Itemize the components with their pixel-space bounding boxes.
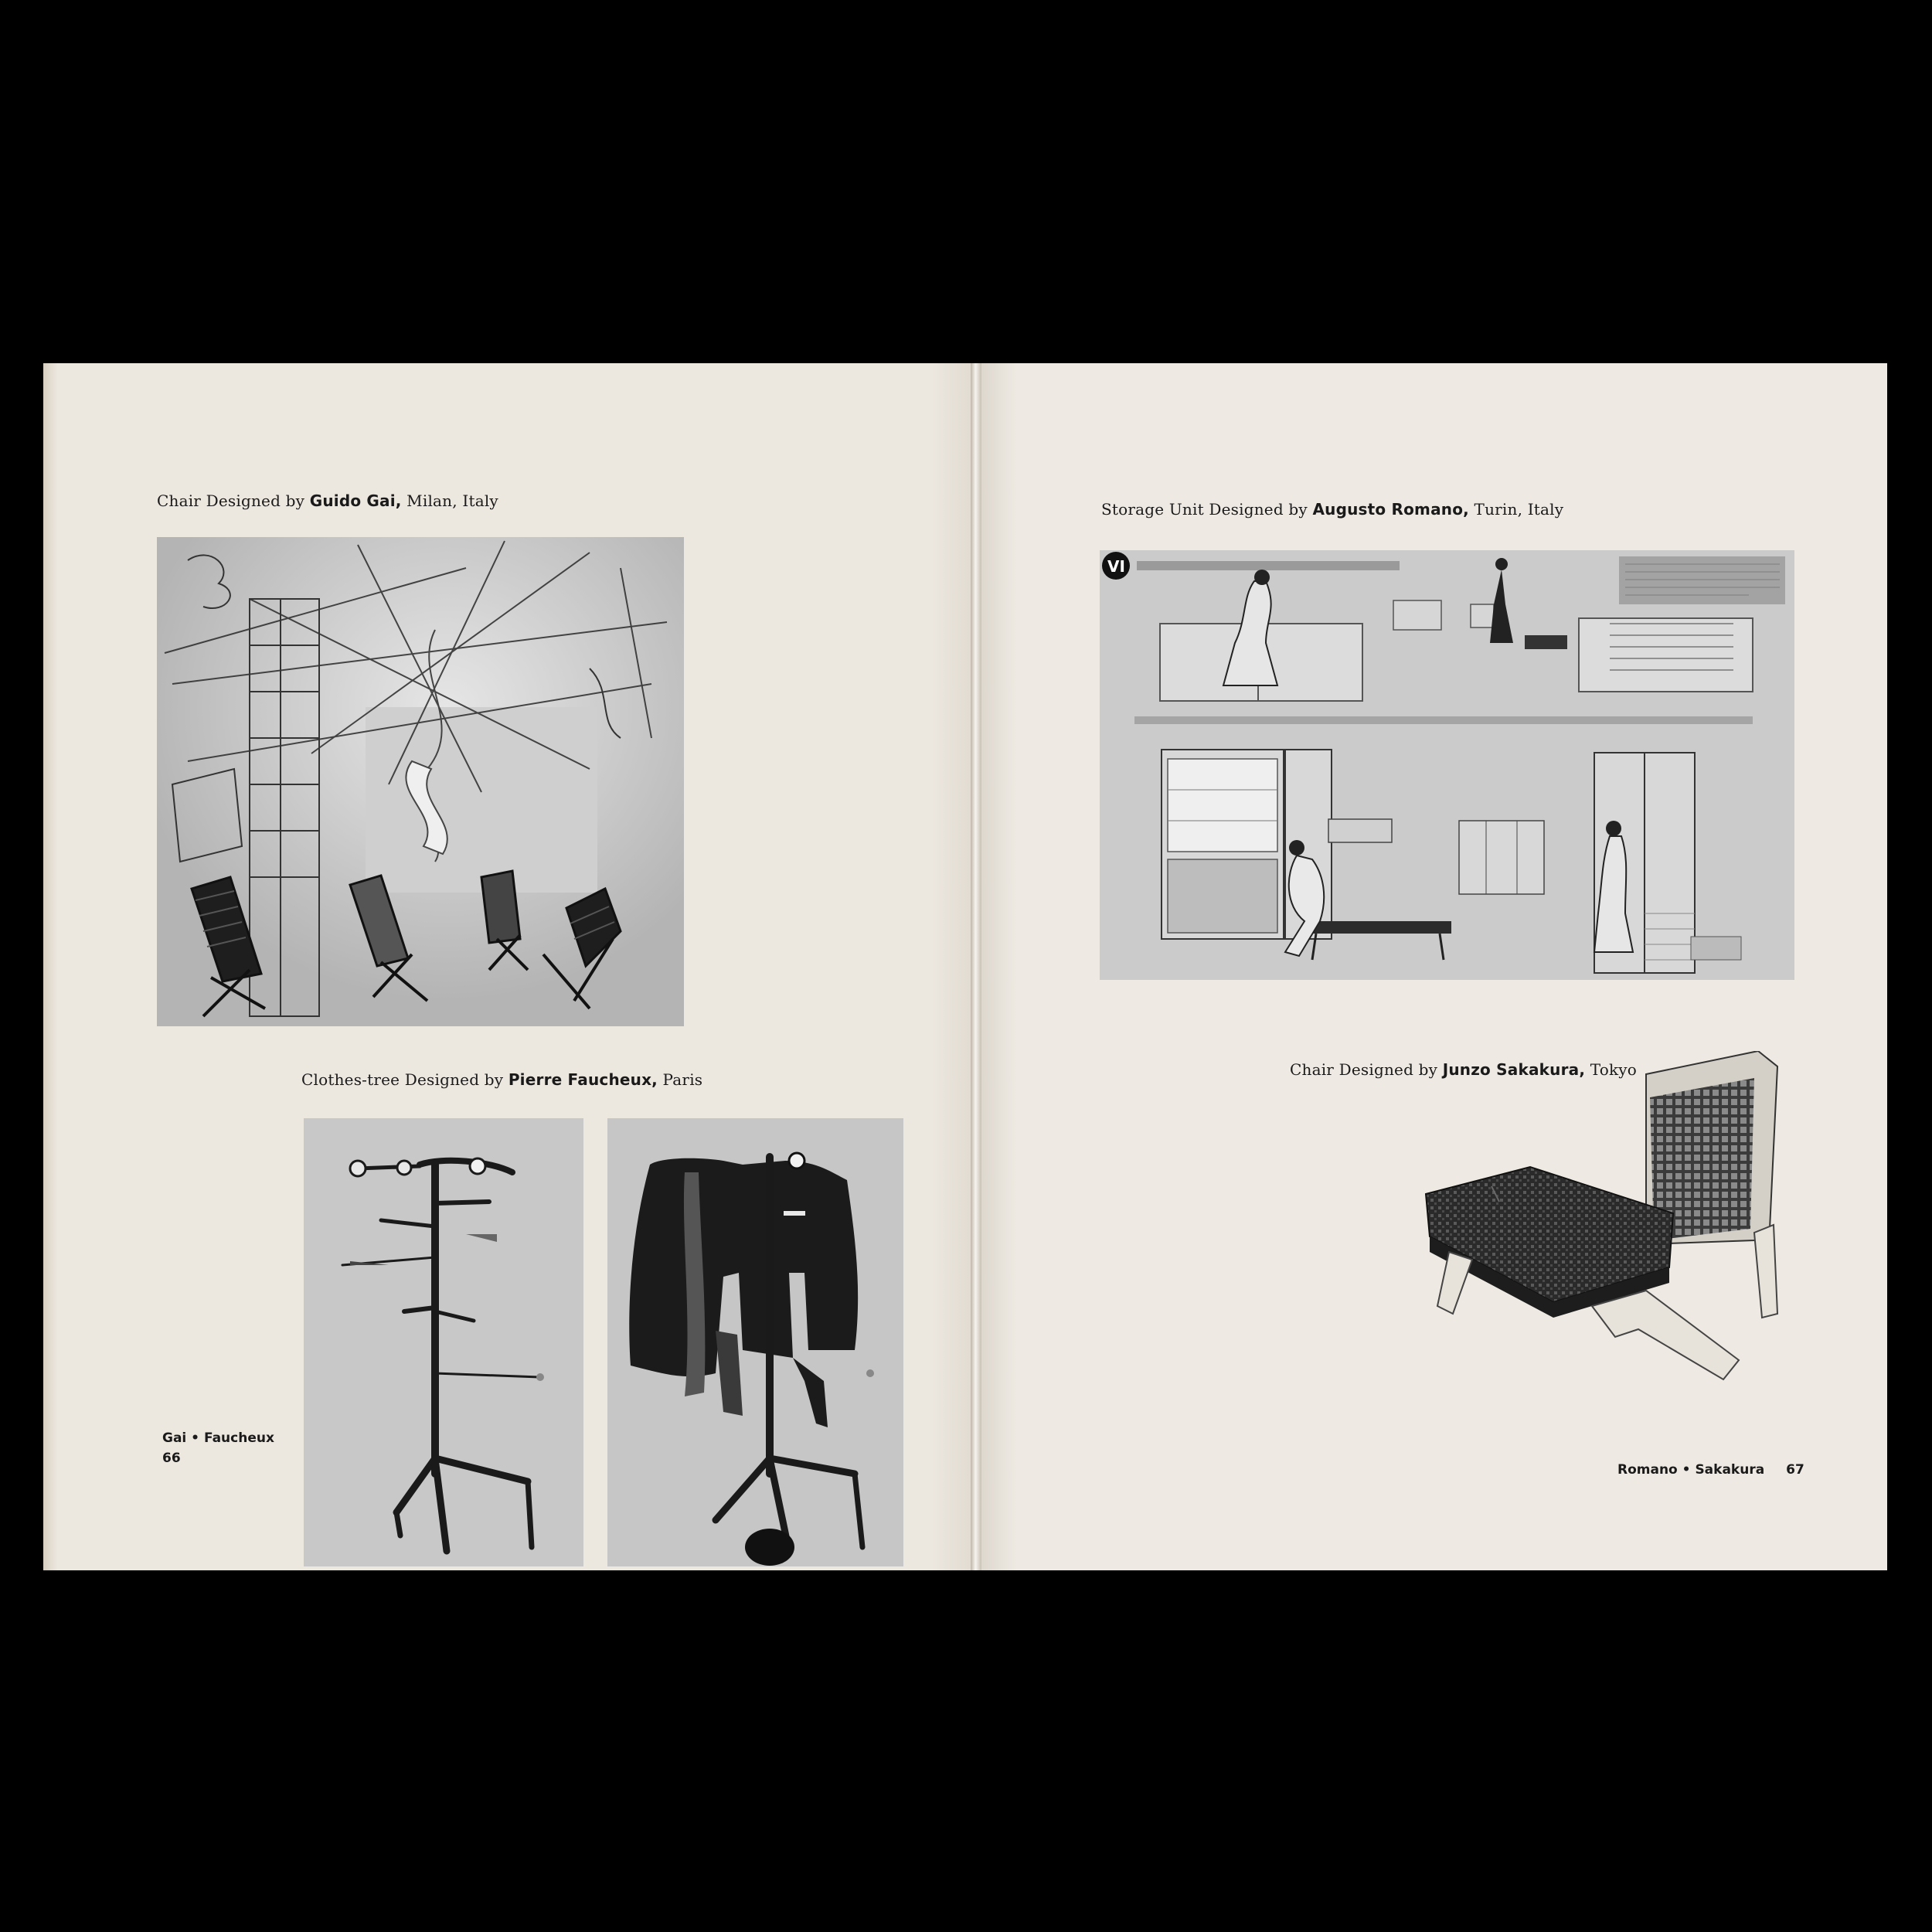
caption-place: Paris: [662, 1070, 703, 1089]
running-head-left: [162, 1428, 274, 1468]
caption-prefix: Chair Designed by: [157, 492, 305, 510]
running-head-text: Romano • Sakakura: [1617, 1462, 1765, 1478]
gai-chair-illustration: [157, 537, 684, 1026]
gutter: [971, 363, 981, 1570]
caption-place: Turin, Italy: [1474, 500, 1564, 519]
running-head-text: Gai • Faucheux: [162, 1430, 274, 1446]
page-number: 67: [1786, 1462, 1804, 1478]
caption-place: Milan, Italy: [406, 492, 498, 510]
designer-name: Pierre Faucheux,: [508, 1070, 658, 1089]
running-head-right: [1617, 1460, 1804, 1480]
storage-unit-illustration: [1100, 550, 1794, 980]
caption-prefix: Storage Unit Designed by: [1101, 500, 1308, 519]
designer-name: Guido Gai,: [309, 492, 402, 510]
designer-name: Junzo Sakakura,: [1442, 1060, 1586, 1079]
sakakura-chair-photo: [1414, 1051, 1801, 1399]
clothes-tree-empty-photo: [304, 1118, 583, 1566]
page-number: 66: [162, 1451, 181, 1466]
caption-prefix: Chair Designed by: [1290, 1060, 1438, 1079]
storage-panel-badge: VI: [1107, 557, 1125, 576]
caption-gai-chair: [157, 492, 498, 510]
caption-prefix: Clothes-tree Designed by: [301, 1070, 504, 1089]
caption-faucheux-clothes-tree: [301, 1070, 702, 1089]
caption-romano-storage: [1101, 500, 1563, 519]
clothes-tree-with-clothes-photo: [607, 1118, 903, 1566]
designer-name: Augusto Romano,: [1312, 500, 1469, 519]
caption-place: Tokyo: [1590, 1060, 1638, 1079]
